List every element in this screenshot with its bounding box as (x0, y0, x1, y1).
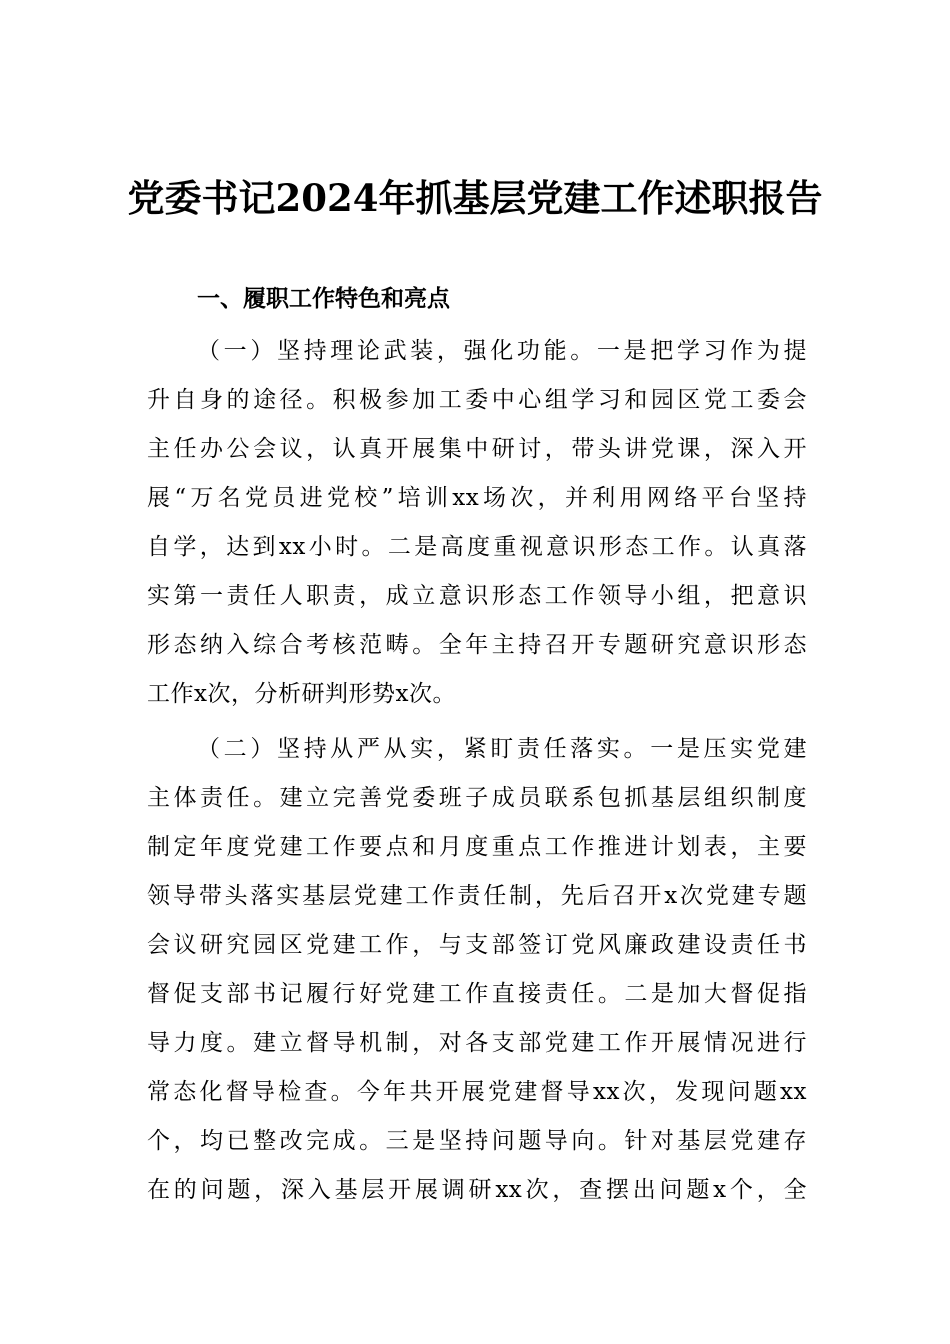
paragraph-line: 实第一责任人职责，成立意识形态工作领导小组，把意识 (147, 583, 807, 609)
paragraph-line: 督促支部书记履行好党建工作直接责任。二是加大督促指 (147, 981, 807, 1007)
paragraph-line: 工作x次，分析研判形势x次。 (147, 681, 456, 707)
paragraph-2 (147, 725, 807, 1215)
paragraph-line: 主任办公会议，认真开展集中研讨，带头讲党课，深入开 (147, 436, 807, 462)
section-heading: 一、履职工作特色和亮点 (197, 286, 450, 312)
document-title: 党委书记2024年抓基层党建工作述职报告 (127, 176, 823, 220)
paragraph-line: 导力度。建立督导机制，对各支部党建工作开展情况进行 (147, 1030, 807, 1056)
paragraph-1 (147, 327, 807, 719)
paragraph-line: 领导带头落实基层党建工作责任制，先后召开x次党建专题 (147, 883, 807, 909)
paragraph-line: 自学，达到xx小时。二是高度重视意识形态工作。认真落 (147, 534, 807, 560)
paragraph-line: 个，均已整改完成。三是坚持问题导向。针对基层党建存 (147, 1128, 807, 1154)
paragraph-line: 常态化督导检查。今年共开展党建督导xx次，发现问题xx (147, 1079, 807, 1105)
paragraph-line: （二）坚持从严从实，紧盯责任落实。一是压实党建 (197, 736, 807, 762)
paragraph-line: 形态纳入综合考核范畴。全年主持召开专题研究意识形态 (147, 632, 807, 658)
paragraph-line: 展“万名党员进党校”培训xx场次，并利用网络平台坚持 (147, 485, 807, 511)
paragraph-line: 升自身的途径。积极参加工委中心组学习和园区党工委会 (147, 387, 807, 413)
paragraph-line: （一）坚持理论武装，强化功能。一是把学习作为提 (197, 338, 807, 364)
paragraph-line: 会议研究园区党建工作，与支部签订党风廉政建设责任书 (147, 932, 807, 958)
paragraph-line: 在的问题，深入基层开展调研xx次，查摆出问题x个，全 (147, 1177, 807, 1203)
paragraph-line: 主体责任。建立完善党委班子成员联系包抓基层组织制度 (147, 785, 807, 811)
paragraph-line: 制定年度党建工作要点和月度重点工作推进计划表，主要 (147, 834, 807, 860)
